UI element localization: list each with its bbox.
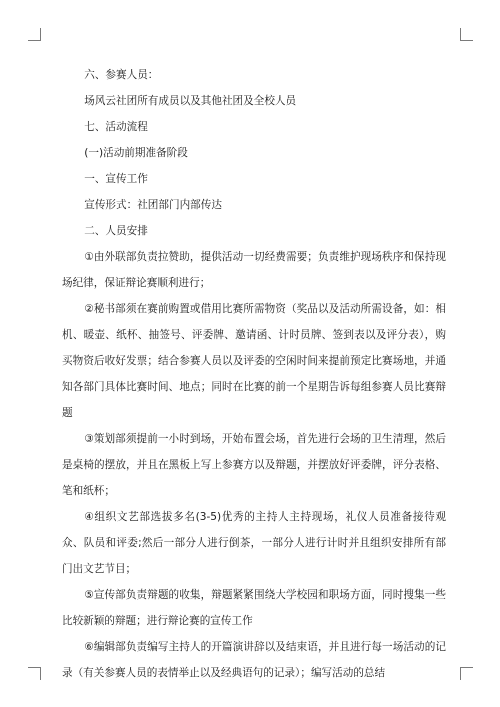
crop-mark-bottom-right [460,667,473,680]
staffing-item-3: ③策划部须提前一小时到场，开始布置会场，首先进行会场的卫生清理，然后是桌椅的摆放，并且在黑板上写上参赛方以及辩题，并摆放好评委牌，评分表格、笔和纸杯； [62,433,446,497]
crop-mark-top-left [28,28,41,41]
section-heading-process: 七、活动流程 [84,121,148,133]
item-heading-staffing: 二、人员安排 [84,225,148,237]
staffing-item-4: ④组织文艺部选拔多名(3-5)优秀的主持人主持现场，礼仪人员准备接待观众、队员和评委;然后一部分人进行倒茶，一部分人进行计时并且组织安排所有部门出文艺节目； [62,511,446,575]
staffing-item-2: ②秘书部须在赛前购置或借用比赛所需物资（奖品以及活动所需设备，如：相机、暖壶、纸杯、抽签号、评委牌、邀请函、计时员牌、签到表以及评分表），购买物资后收好发票；结合参赛人员以及评委的空闲时间来提前预定比赛场地，并通知各部门具体比赛时间、地点；同时在比赛的前一个星期告诉每组参赛人员比赛辩题 [62,303,446,419]
publicity-form-text: 宣传形式：社团部门内部传达 [84,199,222,211]
staffing-item-1: ①由外联部负责拉赞助，提供活动一切经费需要；负责维护现场秩序和保持现场纪律，保证辩论赛顺利进行； [62,251,446,289]
section-heading-participants: 六、参赛人员： [84,69,159,81]
crop-mark-bottom-left [28,667,41,680]
staffing-item-6: ⑥编辑部负责编写主持人的开篇演讲辞以及结束语，并且进行每一场活动的记录（有关参赛人员的表情举止以及经典语句的记录）；编写活动的总结 [62,641,446,679]
item-heading-publicity: 一、宣传工作 [84,173,148,185]
staffing-item-5: ⑤宣传部负责辩题的收集，辩题紧紧围绕大学校园和职场方面，同时搜集一些比较新颖的辩题；进行辩论赛的宣传工作 [62,589,446,627]
participants-text: 场风云社团所有成员以及其他社团及全校人员 [84,95,297,107]
document-body [62,62,446,686]
crop-mark-top-right [460,28,473,41]
subsection-heading-preparation: (一)活动前期准备阶段 [84,147,188,159]
